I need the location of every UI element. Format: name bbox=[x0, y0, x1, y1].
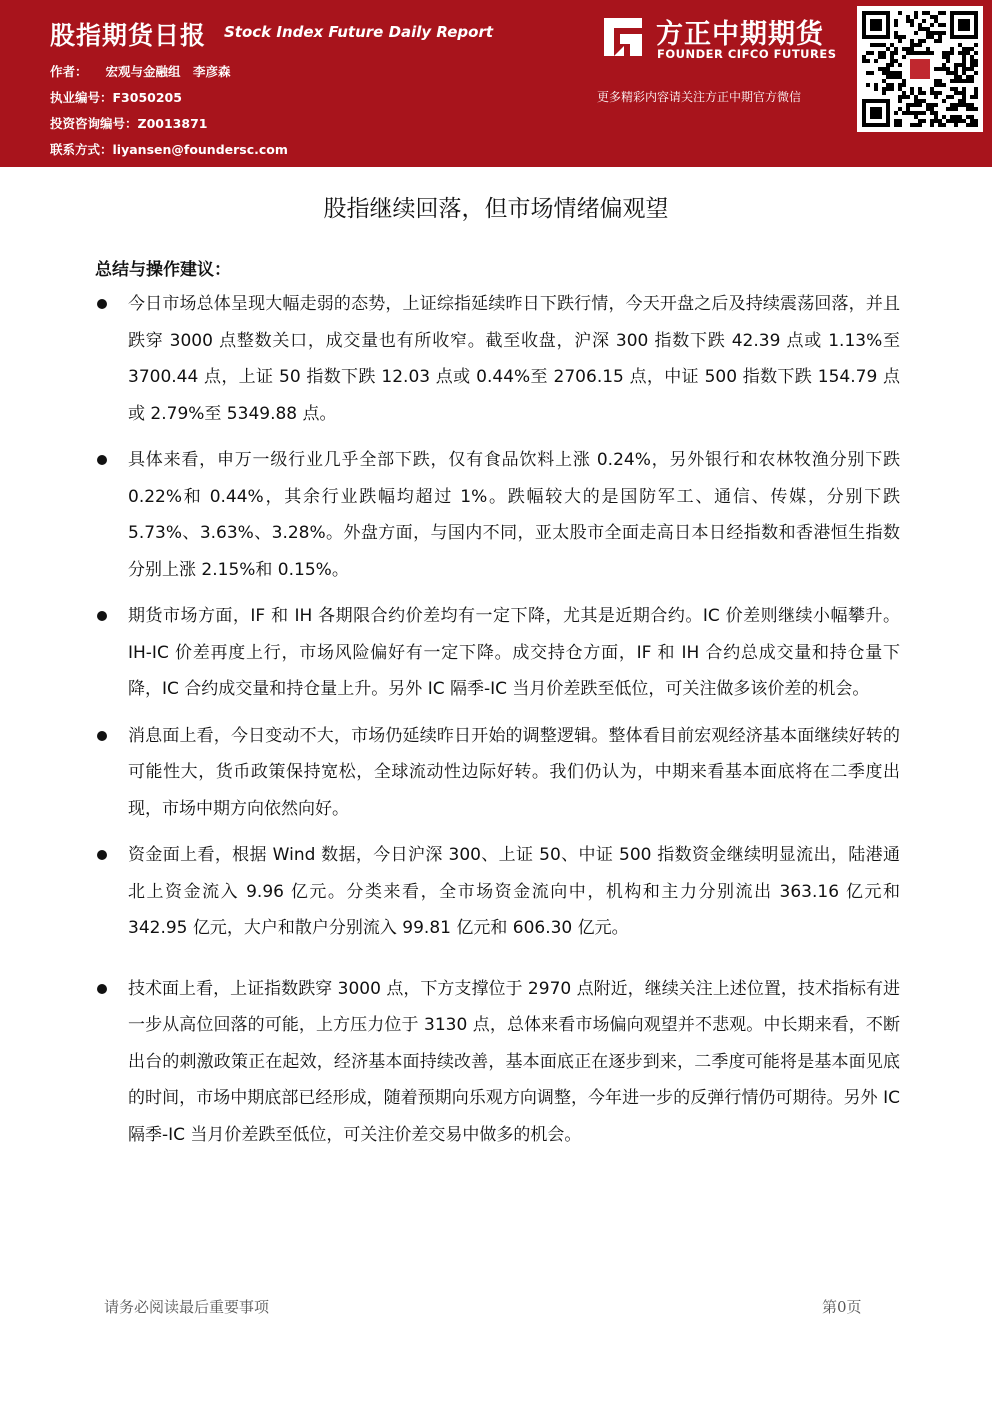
list-item bbox=[95, 971, 900, 1154]
consult-value: Z0013871 bbox=[137, 116, 208, 131]
report-title-en: Stock Index Future Daily Report bbox=[224, 23, 494, 41]
company-logo bbox=[600, 12, 850, 68]
contact-row bbox=[50, 140, 288, 158]
bullet-text: 消息面上看，今日变动不大，市场仍延续昨日开始的调整逻辑。整体看目前宏观经济基本面继续好转的可能性大，货币政策保持宽松，全球流动性边际好转。我们仍认为，中期来看基本面底将在二季度出现，市场中期方向依然向好。 bbox=[128, 725, 900, 819]
page-title: 股指继续回落，但市场情绪偏观望 bbox=[323, 196, 669, 222]
bullet-icon bbox=[97, 299, 107, 309]
list-item bbox=[95, 286, 900, 432]
list-item bbox=[95, 837, 900, 947]
bullet-text: 资金面上看，根据 Wind 数据，今日沪深 300、上证 50、中证 500 指数资金继续明显流出，陆港通北上资金流入 9.96 亿元。分类来看，全市场资金流向中，机构和主力分别流出 363.16 亿元和 342.95 亿元，大户和散户分别流入 99.81 亿元和 606.30 亿元。 bbox=[128, 845, 900, 938]
section-heading: 总结与操作建议： bbox=[95, 260, 231, 280]
summary-list bbox=[95, 286, 900, 1153]
consult-label: 投资咨询编号： bbox=[50, 116, 138, 131]
license-label: 执业编号： bbox=[50, 90, 113, 105]
bullet-icon bbox=[97, 984, 107, 994]
contact-email[interactable]: liyansen@foundersc.com bbox=[112, 142, 288, 157]
bullet-icon bbox=[97, 731, 107, 741]
header-divider bbox=[0, 165, 992, 181]
bullet-text: 期货市场方面，IF 和 IH 各期限合约价差均有一定下降，尤其是近期合约。IC 价差则继续小幅攀升。IH-IC 价差再度上行，市场风险偏好有一定下降。成交持仓方面，IF 和 IH 合约总成交量和持仓量下降，IC 合约成交量和持仓量上升。另外 IC 隔季-IC 当月价差跌至低位，可关注做多该价差的机会。 bbox=[128, 606, 900, 699]
bullet-icon bbox=[97, 455, 107, 465]
report-header bbox=[0, 0, 992, 165]
license-value: F3050205 bbox=[112, 90, 182, 105]
bullet-text: 今日市场总体呈现大幅走弱的态势，上证综指延续昨日下跌行情，今天开盘之后及持续震荡回落，并且跌穿 3000 点整数关口，成交量也有所收窄。截至收盘，沪深 300 指数下跌 42.39 点或 1.13%至 3700.44 点，上证 50 指数下跌 12.03 点或 0.44%至 2706.15 点，中证 500 指数下跌 154.79 点或 2.79%至 5349.88 点。 bbox=[128, 294, 900, 424]
list-item bbox=[95, 598, 900, 708]
wechat-note: 更多精彩内容请关注方正中期官方微信 bbox=[597, 90, 802, 104]
qr-code-icon bbox=[862, 11, 978, 127]
company-name-en: FOUNDER CIFCO FUTURES bbox=[657, 47, 837, 61]
company-name-cn: 方正中期期货 bbox=[656, 19, 824, 50]
author-row bbox=[50, 62, 231, 80]
contact-label: 联系方式： bbox=[50, 142, 113, 157]
company-logo-icon bbox=[600, 14, 646, 60]
bullet-icon bbox=[97, 850, 107, 860]
consult-row bbox=[50, 114, 207, 132]
footer-disclaimer-note: 请务必阅读最后重要事项 bbox=[104, 1298, 270, 1316]
author-value: 宏观与金融组 李彦森 bbox=[105, 64, 231, 79]
page-number: 第0页 bbox=[822, 1298, 862, 1316]
list-item bbox=[95, 718, 900, 828]
report-title-cn: 股指期货日报 bbox=[50, 21, 207, 50]
wechat-qr-code[interactable] bbox=[857, 6, 983, 132]
bullet-text: 技术面上看，上证指数跌穿 3000 点，下方支撑位于 2970 点附近，继续关注上述位置，技术指标有进一步从高位回落的可能，上方压力位于 3130 点，总体来看市场偏向观望并不悲观。中长期来看，不断出台的刺激政策正在起效，经济基本面持续改善，基本面底正在逐步到来，二季度可能将是基本面见底的时间，市场中期底部已经形成，随着预期向乐观方向调整，今年进一步的反弹行情仍可期待。另外 IC 隔季-IC 当月价差跌至低位，可关注价差交易中做多的机会。 bbox=[128, 978, 900, 1145]
list-item bbox=[95, 442, 900, 588]
license-row bbox=[50, 88, 182, 106]
bullet-text: 具体来看，申万一级行业几乎全部下跌，仅有食品饮料上涨 0.24%，另外银行和农林牧渔分别下跌 0.22%和 0.44%，其余行业跌幅均超过 1%。跌幅较大的是国防军工、通信、传媒，分别下跌 5.73%、3.63%、3.28%。外盘方面，与国内不同，亚太股市全面走高日本日经指数和香港恒生指数分别上涨 2.15%和 0.15%。 bbox=[128, 450, 900, 580]
bullet-icon bbox=[97, 611, 107, 621]
author-label: 作者： bbox=[50, 64, 88, 79]
